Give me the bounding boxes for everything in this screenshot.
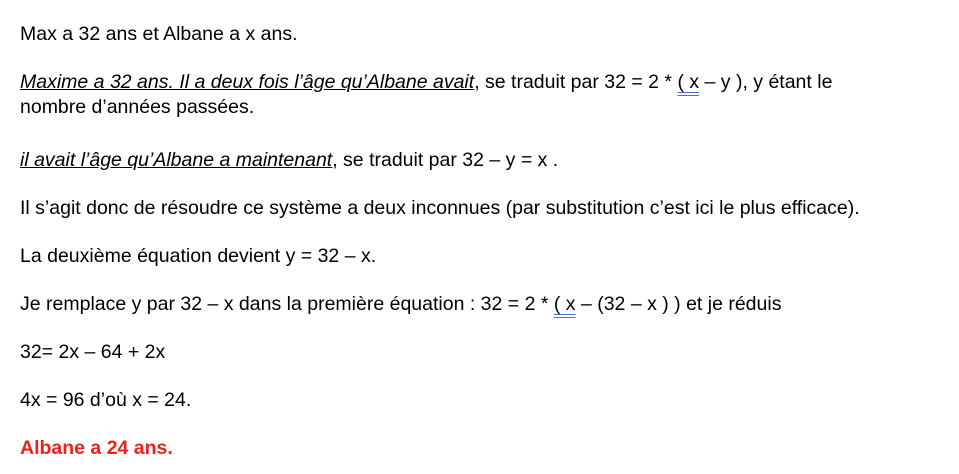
text-system: Il s’agit donc de résoudre ce système a deux inconnues (par substitution c’est ici le plus efficace). xyxy=(20,197,860,219)
spellcheck-mark-1[interactable]: ( x xyxy=(677,71,700,93)
paragraph-answer xyxy=(20,436,173,461)
text-eq1-line2: nombre d’années passées. xyxy=(20,96,255,118)
text-intro: Max a 32 ans et Albane a x ans. xyxy=(20,23,298,45)
text-eq1-a: , se traduit par 32 = 2 * xyxy=(474,71,678,93)
text-eq1-b: – y ), y étant le xyxy=(699,71,833,93)
text-second-eq: La deuxième équation devient y = 32 – x. xyxy=(20,245,377,267)
text-solve: 4x = 96 d’où x = 24. xyxy=(20,389,192,411)
italic-quote-2: il avait l’âge qu’Albane a maintenant xyxy=(20,149,333,171)
italic-quote-1: Maxime a 32 ans. Il a deux fois l’âge qu’Albane avait xyxy=(20,71,475,93)
paragraph-reduce xyxy=(20,340,165,365)
spellcheck-mark-2[interactable]: ( x xyxy=(553,293,576,315)
text-answer: Albane a 24 ans. xyxy=(20,437,173,459)
paragraph-equation-1 xyxy=(20,70,950,120)
paragraph-second-eq xyxy=(20,244,376,269)
paragraph-substitution xyxy=(20,292,781,317)
text-sub-b: – (32 – x ) ) et je réduis xyxy=(575,293,782,315)
text-reduce: 32= 2x – 64 + 2x xyxy=(20,341,166,363)
text-eq2: , se traduit par 32 – y = x . xyxy=(332,149,559,171)
paragraph-solve xyxy=(20,388,191,413)
text-sub-a: Je remplace y par 32 – x dans la première équation : 32 = 2 * xyxy=(20,293,554,315)
paragraph-equation-2 xyxy=(20,148,558,173)
paragraph-system xyxy=(20,196,860,221)
paragraph-intro xyxy=(20,22,298,47)
